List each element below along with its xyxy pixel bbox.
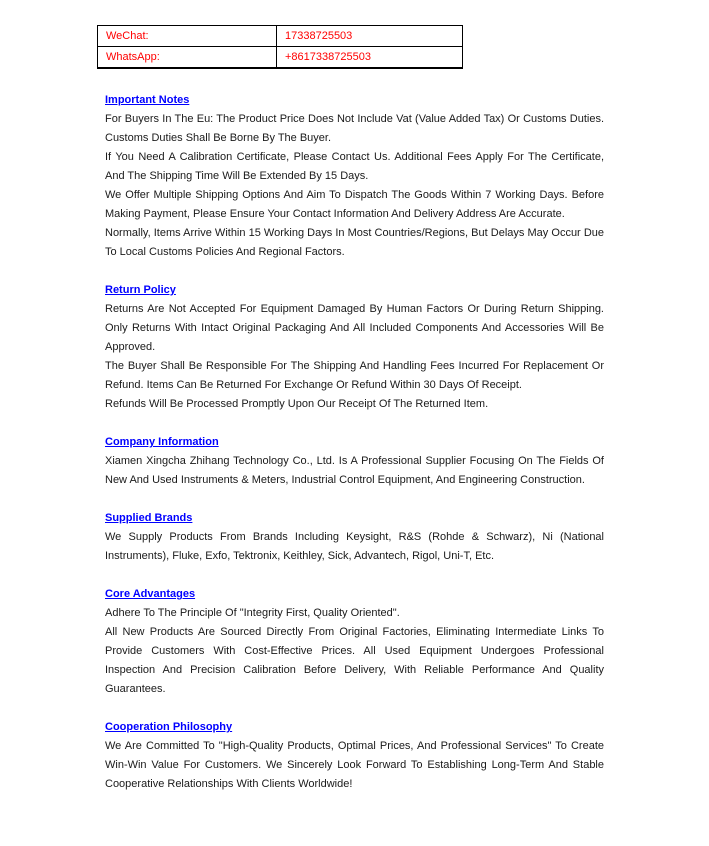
section-paragraph: Adhere To The Principle Of "Integrity First, Quality Oriented". — [105, 607, 400, 619]
section-heading: Return Policy — [105, 284, 176, 296]
section-heading: Cooperation Philosophy — [105, 721, 233, 733]
section-cooperation-philosophy — [105, 718, 604, 794]
section-heading: Important Notes — [105, 94, 190, 106]
section-paragraph: We Supply Products From Brands Including Keysight, R&S (Rohde & Schwarz), Ni (National Instruments), Fluke, Exfo, Tektronix, Keithley, Sick, Advantech, Rigol, Uni-T, Etc. — [105, 531, 604, 562]
contact-label-whatsapp: WhatsApp: — [98, 47, 277, 69]
table-row — [98, 26, 463, 47]
section-paragraph: Returns Are Not Accepted For Equipment Damaged By Human Factors Or During Return Shipping. Only Returns With Intact Original Packaging And All Included Components And Accessories Will Be Approved. — [105, 303, 604, 353]
section-return-policy — [105, 281, 604, 414]
section-paragraph: Normally, Items Arrive Within 15 Working Days In Most Countries/Regions, But Delays May Occur Due To Local Customs Policies And Regional Factors. — [105, 227, 604, 258]
section-important-notes — [105, 91, 604, 262]
section-heading: Supplied Brands — [105, 512, 193, 524]
section-core-advantages — [105, 585, 604, 699]
section-paragraph: Xiamen Xingcha Zhihang Technology Co., Ltd. Is A Professional Supplier Focusing On The Fields Of New And Used Instruments & Meters, Industrial Control Equipment, And Engineering Construction. — [105, 455, 604, 486]
document-content — [105, 91, 604, 794]
section-paragraph: All New Products Are Sourced Directly From Original Factories, Eliminating Intermediate Links To Provide Customers With Cost-Effective Prices. All Used Equipment Undergoes Professional Inspection And Precision Calibration Before Delivery, With Reliable Performance And Quality Guarantees. — [105, 626, 604, 695]
contact-value-whatsapp: +8617338725503 — [277, 47, 463, 69]
section-paragraph: For Buyers In The Eu: The Product Price Does Not Include Vat (Value Added Tax) Or Customs Duties. Customs Duties Shall Be Borne By The Buyer. — [105, 113, 604, 144]
section-paragraph: We Offer Multiple Shipping Options And Aim To Dispatch The Goods Within 7 Working Days. Before Making Payment, Please Ensure Your Contact Information And Delivery Address Are Accurate. — [105, 189, 604, 220]
section-heading: Company Information — [105, 436, 219, 448]
section-paragraph: The Buyer Shall Be Responsible For The Shipping And Handling Fees Incurred For Replacement Or Refund. Items Can Be Returned For Exchange Or Refund Within 30 Days Of Receipt. — [105, 360, 604, 391]
section-heading: Core Advantages — [105, 588, 196, 600]
section-supplied-brands — [105, 509, 604, 566]
section-paragraph: We Are Committed To "High-Quality Products, Optimal Prices, And Professional Services" To Create Win-Win Value For Customers. We Sincerely Look Forward To Establishing Long-Term And Stable Cooperative Relationships With Clients Worldwide! — [105, 740, 604, 790]
section-paragraph: If You Need A Calibration Certificate, Please Contact Us. Additional Fees Apply For The Certificate, And The Shipping Time Will Be Extended By 15 Days. — [105, 151, 604, 182]
contact-value-wechat: 17338725503 — [277, 26, 463, 47]
table-row — [98, 47, 463, 69]
contact-table — [97, 25, 463, 69]
section-paragraph: Refunds Will Be Processed Promptly Upon Our Receipt Of The Returned Item. — [105, 398, 489, 410]
section-company-information — [105, 433, 604, 490]
contact-label-wechat: WeChat: — [98, 26, 277, 47]
